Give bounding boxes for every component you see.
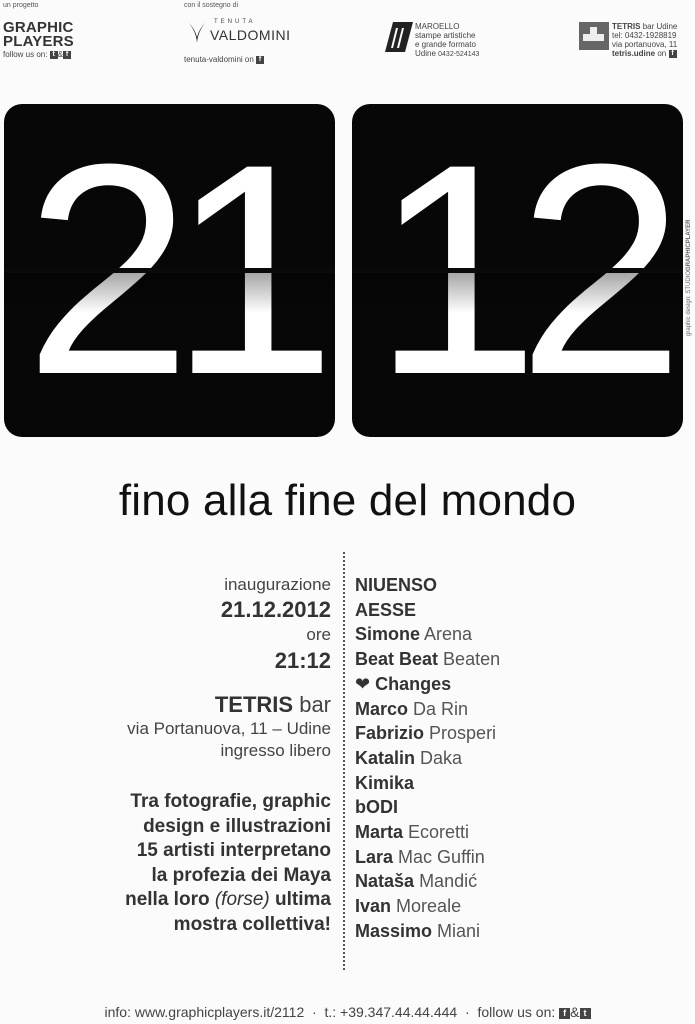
valdomini-logo-text: VALDOMINI [210, 27, 291, 43]
list-item: Lara Mac Guffin [355, 846, 485, 867]
event-subtitle: fino alla fine del mondo [118, 476, 577, 525]
event-date: 21.12.2012 [220, 597, 331, 622]
facebook-icon[interactable]: f [669, 50, 677, 58]
list-item: Nataša Mandić [355, 871, 478, 892]
twitter-icon[interactable]: t [580, 1008, 591, 1019]
valdomini-leaf-icon [186, 19, 208, 45]
artist-list [355, 573, 500, 944]
facebook-icon[interactable]: f [63, 51, 71, 59]
list-item: Fabrizio Prosperi [355, 723, 497, 744]
list-item: Katalin Daka [355, 747, 463, 768]
list-item: Kimika [355, 772, 415, 793]
venue-name: TETRIS bar [214, 692, 331, 717]
sponsor-graphic-players: un progetto GRAPHIC PLAYERS follow us on: t & f [3, 2, 74, 59]
design-credit: graphic design: STUDIOGRAPHICPLAYER [686, 219, 692, 336]
facebook-icon[interactable]: f [256, 56, 264, 64]
facebook-icon[interactable]: f [559, 1008, 570, 1019]
event-info [1, 574, 331, 762]
dotted-divider [343, 552, 345, 970]
list-item: Marco Da Rin [355, 698, 469, 719]
entry-info: ingresso libero [220, 741, 331, 760]
follow-label: follow us on: [3, 50, 48, 59]
list-item: Ivan Moreale [355, 896, 462, 917]
flip-card-left [4, 104, 335, 437]
project-label: un progetto [3, 2, 39, 9]
twitter-icon[interactable]: t [50, 51, 58, 59]
list-item: AESSE [355, 599, 417, 620]
heart-icon: ❤ [355, 673, 371, 694]
valdomini-logo-small: TENUTA [214, 19, 256, 25]
footer-info-link[interactable]: info: www.graphicplayers.it/2112 [104, 1004, 305, 1020]
event-time: 21:12 [274, 648, 331, 673]
sponsor-valdomini [184, 2, 294, 64]
list-item: Marta Ecoretti [355, 822, 470, 843]
list-item: bODI [355, 797, 398, 818]
list-item: NIUENSO [355, 575, 438, 595]
flip-card-right [352, 104, 683, 437]
maroello-logo-icon [385, 22, 413, 52]
list-item: ❤ Changes [355, 672, 500, 697]
graphic-players-logo: GRAPHIC PLAYERS [3, 19, 74, 50]
inauguration-label: inaugurazione [224, 575, 331, 594]
event-description: Tra fotografie, graphic design e illustrazioni 15 artisti interpretano la profezia dei Maya nella loro (forse) ultima mostra collettiva! [125, 791, 331, 935]
venue-address: via Portanuova, 11 – Udine [127, 719, 331, 738]
footer: info: www.graphicplayers.it/2112 · t.: +39.347.44.44.444 · follow us on: f & t [0, 1004, 695, 1020]
time-label: ore [306, 625, 331, 644]
list-item: Simone Arena [355, 624, 473, 645]
list-item: Massimo Miani [355, 920, 481, 941]
footer-phone: t.: +39.347.44.44.444 [324, 1004, 458, 1020]
footer-follow-label: follow us on: [477, 1004, 556, 1020]
support-label: con il sostegno di [184, 2, 239, 9]
list-item: Beat Beat Beaten [355, 649, 501, 670]
valdomini-site: tenuta-valdomini on [184, 55, 254, 64]
tetris-logo-icon [579, 22, 609, 50]
